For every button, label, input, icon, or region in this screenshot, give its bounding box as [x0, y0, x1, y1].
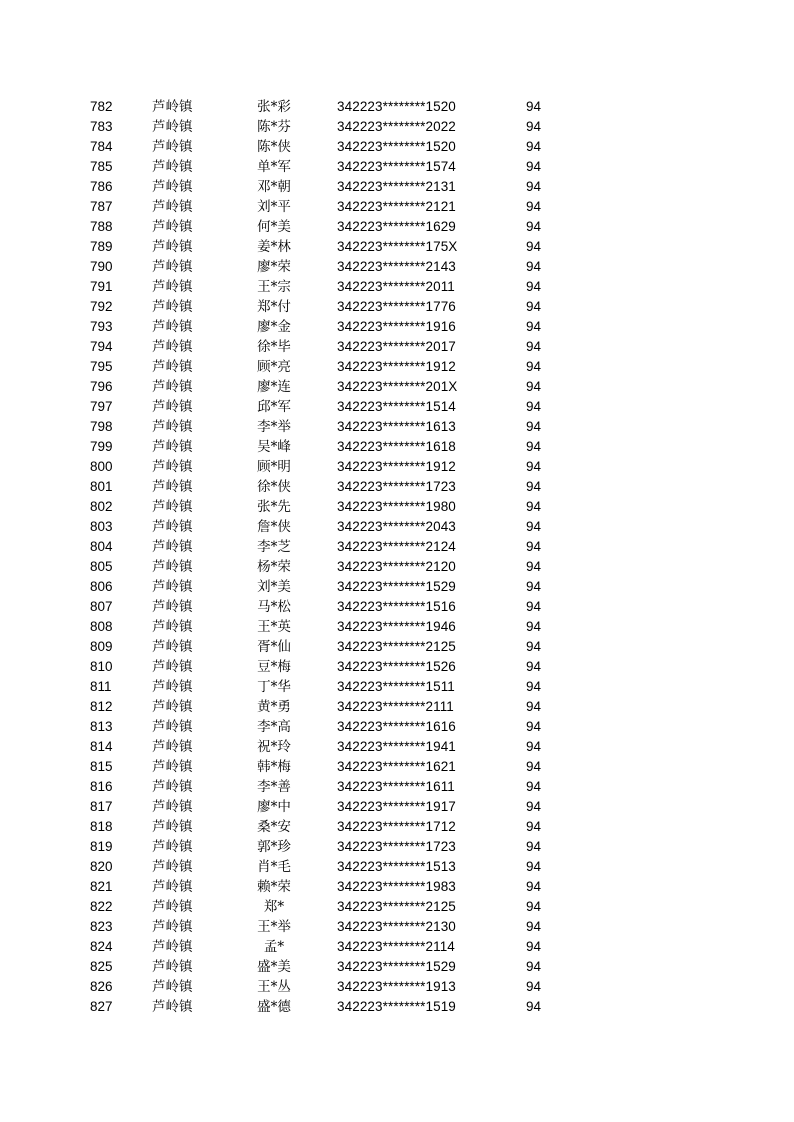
name-cell: 顾*明 [257, 459, 291, 475]
town-cell: 芦岭镇 [152, 299, 193, 315]
row-number: 806 [90, 579, 113, 594]
id-number-cell: 342223********1912 [337, 359, 456, 374]
row-number: 798 [90, 419, 113, 434]
row-number: 822 [90, 899, 113, 914]
town-cell: 芦岭镇 [152, 119, 193, 135]
table-row [0, 657, 794, 677]
table-row [0, 157, 794, 177]
table-row [0, 577, 794, 597]
name-cell: 王*丛 [257, 979, 291, 995]
row-number: 818 [90, 819, 113, 834]
row-number: 827 [90, 999, 113, 1014]
id-number-cell: 342223********201X [337, 379, 458, 394]
name-cell: 徐*毕 [257, 339, 291, 355]
name-cell: 李*举 [257, 419, 291, 435]
town-cell: 芦岭镇 [152, 239, 193, 255]
town-cell: 芦岭镇 [152, 899, 193, 915]
name-cell: 郭*珍 [257, 839, 291, 855]
score-cell: 94 [526, 839, 542, 854]
town-cell: 芦岭镇 [152, 419, 193, 435]
id-number-cell: 342223********2131 [337, 179, 456, 194]
score-cell: 94 [526, 159, 542, 174]
town-cell: 芦岭镇 [152, 259, 193, 275]
row-number: 782 [90, 99, 113, 114]
score-cell: 94 [526, 619, 542, 634]
name-cell: 李*高 [257, 719, 291, 735]
score-cell: 94 [526, 639, 542, 654]
row-number: 801 [90, 479, 113, 494]
id-number-cell: 342223********1912 [337, 459, 456, 474]
town-cell: 芦岭镇 [152, 179, 193, 195]
name-cell: 王*举 [257, 919, 291, 935]
score-cell: 94 [526, 879, 542, 894]
row-number: 812 [90, 699, 113, 714]
table-row [0, 317, 794, 337]
row-number: 805 [90, 559, 113, 574]
name-cell: 郑*付 [257, 299, 291, 315]
name-cell: 祝*玲 [257, 739, 291, 755]
score-cell: 94 [526, 819, 542, 834]
score-cell: 94 [526, 499, 542, 514]
id-number-cell: 342223********1519 [337, 999, 456, 1014]
row-number: 814 [90, 739, 113, 754]
town-cell: 芦岭镇 [152, 759, 193, 775]
score-cell: 94 [526, 99, 542, 114]
town-cell: 芦岭镇 [152, 499, 193, 515]
name-cell: 王*英 [257, 619, 291, 635]
town-cell: 芦岭镇 [152, 979, 193, 995]
row-number: 788 [90, 219, 113, 234]
id-number-cell: 342223********1520 [337, 139, 456, 154]
id-number-cell: 342223********2114 [337, 939, 455, 954]
name-cell: 肖*毛 [257, 859, 291, 875]
id-number-cell: 342223********1723 [337, 479, 456, 494]
score-cell: 94 [526, 779, 542, 794]
table-row [0, 417, 794, 437]
table-row [0, 597, 794, 617]
town-cell: 芦岭镇 [152, 879, 193, 895]
name-cell: 邓*朝 [257, 179, 291, 195]
table-row [0, 97, 794, 117]
score-cell: 94 [526, 699, 542, 714]
town-cell: 芦岭镇 [152, 719, 193, 735]
row-number: 789 [90, 239, 113, 254]
id-number-cell: 342223********1913 [337, 979, 456, 994]
table-row [0, 497, 794, 517]
id-number-cell: 342223********1980 [337, 499, 456, 514]
id-number-cell: 342223********1916 [337, 319, 456, 334]
id-number-cell: 342223********1613 [337, 419, 456, 434]
name-cell: 徐*侠 [257, 479, 291, 495]
table-row [0, 437, 794, 457]
table-row [0, 457, 794, 477]
row-number: 793 [90, 319, 113, 334]
id-number-cell: 342223********1917 [337, 799, 456, 814]
id-number-cell: 342223********2111 [337, 699, 454, 714]
id-number-cell: 342223********1516 [337, 599, 456, 614]
table-row [0, 517, 794, 537]
score-cell: 94 [526, 519, 542, 534]
name-cell: 廖*连 [257, 379, 291, 395]
name-cell: 桑*安 [257, 819, 291, 835]
name-cell: 豆*梅 [257, 659, 291, 675]
name-cell: 李*善 [257, 779, 291, 795]
table-row [0, 817, 794, 837]
id-number-cell: 342223********2125 [337, 899, 456, 914]
id-number-cell: 342223********2022 [337, 119, 456, 134]
name-cell: 廖*金 [257, 319, 291, 335]
row-number: 826 [90, 979, 113, 994]
table-row [0, 477, 794, 497]
town-cell: 芦岭镇 [152, 939, 193, 955]
score-cell: 94 [526, 399, 542, 414]
town-cell: 芦岭镇 [152, 999, 193, 1015]
roster-table [0, 97, 794, 1017]
table-row [0, 677, 794, 697]
score-cell: 94 [526, 279, 542, 294]
score-cell: 94 [526, 539, 542, 554]
name-cell: 詹*侠 [257, 519, 291, 535]
id-number-cell: 342223********2120 [337, 559, 456, 574]
row-number: 810 [90, 659, 113, 674]
row-number: 823 [90, 919, 113, 934]
name-cell: 李*芝 [257, 539, 291, 555]
score-cell: 94 [526, 859, 542, 874]
name-cell: 黄*勇 [257, 699, 291, 715]
town-cell: 芦岭镇 [152, 279, 193, 295]
row-number: 800 [90, 459, 113, 474]
row-number: 802 [90, 499, 113, 514]
name-cell: 顾*亮 [257, 359, 291, 375]
table-row [0, 957, 794, 977]
town-cell: 芦岭镇 [152, 459, 193, 475]
row-number: 787 [90, 199, 113, 214]
name-cell: 廖*荣 [257, 259, 291, 275]
score-cell: 94 [526, 479, 542, 494]
row-number: 819 [90, 839, 113, 854]
row-number: 804 [90, 539, 113, 554]
id-number-cell: 342223********1621 [337, 759, 456, 774]
table-row [0, 737, 794, 757]
town-cell: 芦岭镇 [152, 579, 193, 595]
row-number: 824 [90, 939, 113, 954]
score-cell: 94 [526, 559, 542, 574]
table-row [0, 117, 794, 137]
id-number-cell: 342223********1574 [337, 159, 456, 174]
id-number-cell: 342223********1776 [337, 299, 456, 314]
row-number: 803 [90, 519, 113, 534]
score-cell: 94 [526, 359, 542, 374]
table-row [0, 557, 794, 577]
name-cell: 赖*荣 [257, 879, 291, 895]
town-cell: 芦岭镇 [152, 219, 193, 235]
town-cell: 芦岭镇 [152, 379, 193, 395]
town-cell: 芦岭镇 [152, 359, 193, 375]
town-cell: 芦岭镇 [152, 439, 193, 455]
id-number-cell: 342223********1511 [337, 679, 455, 694]
id-number-cell: 342223********2011 [337, 279, 455, 294]
score-cell: 94 [526, 899, 542, 914]
town-cell: 芦岭镇 [152, 539, 193, 555]
id-number-cell: 342223********1616 [337, 719, 456, 734]
row-number: 794 [90, 339, 113, 354]
id-number-cell: 342223********1618 [337, 439, 456, 454]
table-row [0, 717, 794, 737]
table-row [0, 977, 794, 997]
name-cell: 盛*德 [257, 999, 291, 1015]
table-row [0, 277, 794, 297]
name-cell: 孟* [263, 939, 285, 955]
id-number-cell: 342223********2124 [337, 539, 456, 554]
score-cell: 94 [526, 239, 542, 254]
score-cell: 94 [526, 979, 542, 994]
town-cell: 芦岭镇 [152, 159, 193, 175]
score-cell: 94 [526, 419, 542, 434]
table-row [0, 237, 794, 257]
score-cell: 94 [526, 459, 542, 474]
id-number-cell: 342223********2125 [337, 639, 456, 654]
table-row [0, 337, 794, 357]
id-number-cell: 342223********2130 [337, 919, 456, 934]
table-row [0, 757, 794, 777]
row-number: 817 [90, 799, 113, 814]
town-cell: 芦岭镇 [152, 799, 193, 815]
town-cell: 芦岭镇 [152, 199, 193, 215]
table-row [0, 797, 794, 817]
town-cell: 芦岭镇 [152, 699, 193, 715]
name-cell: 盛*美 [257, 959, 291, 975]
row-number: 815 [90, 759, 113, 774]
id-number-cell: 342223********1946 [337, 619, 456, 634]
row-number: 796 [90, 379, 113, 394]
table-row [0, 217, 794, 237]
table-row [0, 537, 794, 557]
name-cell: 何*美 [257, 219, 291, 235]
score-cell: 94 [526, 339, 542, 354]
town-cell: 芦岭镇 [152, 559, 193, 575]
row-number: 816 [90, 779, 113, 794]
name-cell: 陈*侠 [257, 139, 291, 155]
town-cell: 芦岭镇 [152, 659, 193, 675]
table-row [0, 357, 794, 377]
name-cell: 王*宗 [257, 279, 291, 295]
name-cell: 吴*峰 [257, 439, 291, 455]
name-cell: 胥*仙 [257, 639, 291, 655]
id-number-cell: 342223********1941 [337, 739, 456, 754]
id-number-cell: 342223********2043 [337, 519, 456, 534]
id-number-cell: 342223********1520 [337, 99, 456, 114]
town-cell: 芦岭镇 [152, 619, 193, 635]
row-number: 791 [90, 279, 113, 294]
name-cell: 单*军 [257, 159, 291, 175]
id-number-cell: 342223********1723 [337, 839, 456, 854]
score-cell: 94 [526, 939, 542, 954]
score-cell: 94 [526, 119, 542, 134]
score-cell: 94 [526, 999, 542, 1014]
town-cell: 芦岭镇 [152, 839, 193, 855]
row-number: 797 [90, 399, 113, 414]
score-cell: 94 [526, 579, 542, 594]
id-number-cell: 342223********1513 [337, 859, 456, 874]
row-number: 821 [90, 879, 113, 894]
row-number: 792 [90, 299, 113, 314]
table-row [0, 177, 794, 197]
name-cell: 姜*林 [257, 239, 291, 255]
score-cell: 94 [526, 679, 542, 694]
name-cell: 刘*美 [257, 579, 291, 595]
town-cell: 芦岭镇 [152, 859, 193, 875]
id-number-cell: 342223********1983 [337, 879, 456, 894]
row-number: 795 [90, 359, 113, 374]
row-number: 784 [90, 139, 113, 154]
id-number-cell: 342223********2143 [337, 259, 456, 274]
id-number-cell: 342223********1611 [337, 779, 455, 794]
name-cell: 刘*平 [257, 199, 291, 215]
table-row [0, 917, 794, 937]
score-cell: 94 [526, 179, 542, 194]
row-number: 807 [90, 599, 113, 614]
town-cell: 芦岭镇 [152, 599, 193, 615]
name-cell: 韩*梅 [257, 759, 291, 775]
id-number-cell: 342223********1514 [337, 399, 456, 414]
row-number: 790 [90, 259, 113, 274]
id-number-cell: 342223********1529 [337, 959, 456, 974]
name-cell: 张*先 [257, 499, 291, 515]
row-number: 825 [90, 959, 113, 974]
score-cell: 94 [526, 259, 542, 274]
score-cell: 94 [526, 799, 542, 814]
score-cell: 94 [526, 659, 542, 674]
table-row [0, 897, 794, 917]
score-cell: 94 [526, 299, 542, 314]
name-cell: 杨*荣 [257, 559, 291, 575]
town-cell: 芦岭镇 [152, 679, 193, 695]
town-cell: 芦岭镇 [152, 919, 193, 935]
name-cell: 郑* [263, 899, 285, 915]
id-number-cell: 342223********2121 [337, 199, 456, 214]
town-cell: 芦岭镇 [152, 959, 193, 975]
id-number-cell: 342223********1526 [337, 659, 456, 674]
id-number-cell: 342223********1712 [337, 819, 456, 834]
name-cell: 陈*芬 [257, 119, 291, 135]
town-cell: 芦岭镇 [152, 99, 193, 115]
table-row [0, 397, 794, 417]
table-row [0, 937, 794, 957]
town-cell: 芦岭镇 [152, 779, 193, 795]
table-row [0, 997, 794, 1017]
town-cell: 芦岭镇 [152, 139, 193, 155]
score-cell: 94 [526, 739, 542, 754]
id-number-cell: 342223********2017 [337, 339, 456, 354]
score-cell: 94 [526, 319, 542, 334]
table-row [0, 837, 794, 857]
name-cell: 廖*中 [257, 799, 291, 815]
table-row [0, 257, 794, 277]
table-row [0, 137, 794, 157]
row-number: 820 [90, 859, 113, 874]
table-row [0, 377, 794, 397]
id-number-cell: 342223********1529 [337, 579, 456, 594]
table-row [0, 877, 794, 897]
score-cell: 94 [526, 439, 542, 454]
row-number: 808 [90, 619, 113, 634]
table-row [0, 637, 794, 657]
row-number: 799 [90, 439, 113, 454]
score-cell: 94 [526, 959, 542, 974]
score-cell: 94 [526, 199, 542, 214]
town-cell: 芦岭镇 [152, 319, 193, 335]
table-row [0, 197, 794, 217]
row-number: 785 [90, 159, 113, 174]
town-cell: 芦岭镇 [152, 739, 193, 755]
score-cell: 94 [526, 379, 542, 394]
score-cell: 94 [526, 719, 542, 734]
score-cell: 94 [526, 219, 542, 234]
score-cell: 94 [526, 139, 542, 154]
id-number-cell: 342223********175X [337, 239, 458, 254]
name-cell: 马*松 [257, 599, 291, 615]
town-cell: 芦岭镇 [152, 479, 193, 495]
row-number: 809 [90, 639, 113, 654]
score-cell: 94 [526, 599, 542, 614]
town-cell: 芦岭镇 [152, 519, 193, 535]
row-number: 783 [90, 119, 113, 134]
id-number-cell: 342223********1629 [337, 219, 456, 234]
town-cell: 芦岭镇 [152, 399, 193, 415]
score-cell: 94 [526, 759, 542, 774]
row-number: 811 [90, 679, 112, 694]
name-cell: 丁*华 [257, 679, 291, 695]
table-row [0, 617, 794, 637]
table-row [0, 297, 794, 317]
row-number: 813 [90, 719, 113, 734]
name-cell: 张*彩 [257, 99, 291, 115]
table-row [0, 857, 794, 877]
table-row [0, 777, 794, 797]
name-cell: 邱*军 [257, 399, 291, 415]
table-row [0, 697, 794, 717]
town-cell: 芦岭镇 [152, 339, 193, 355]
town-cell: 芦岭镇 [152, 819, 193, 835]
score-cell: 94 [526, 919, 542, 934]
row-number: 786 [90, 179, 113, 194]
town-cell: 芦岭镇 [152, 639, 193, 655]
